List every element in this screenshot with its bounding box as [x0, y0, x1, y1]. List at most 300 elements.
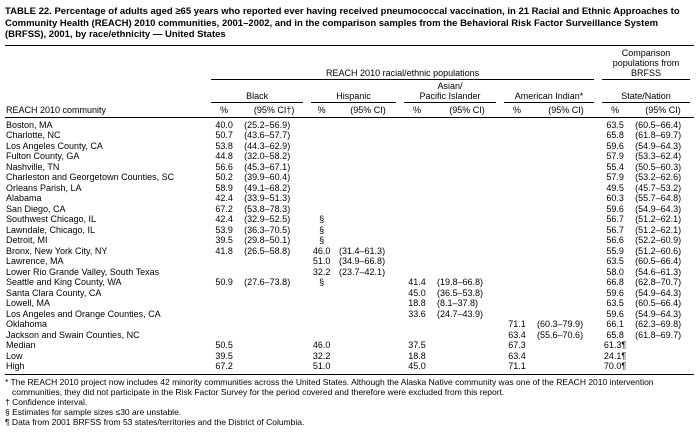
value-cell: 70.0¶	[598, 361, 632, 374]
value-cell: 66.8	[606, 277, 624, 287]
value-cell	[500, 214, 534, 225]
value-cell	[207, 319, 241, 330]
community-cell: Los Angeles County, CA	[6, 140, 103, 151]
value-cell	[534, 204, 598, 215]
value-cell	[434, 141, 500, 152]
table-row	[5, 172, 694, 183]
header-measure-row	[5, 103, 694, 118]
brfss-group-label: Comparison populations from BRFSS	[602, 47, 690, 80]
value-cell: (36.5–53.8)	[437, 287, 484, 298]
value-cell	[400, 130, 434, 141]
value-cell: §	[319, 235, 325, 245]
value-cell	[534, 193, 598, 204]
value-cell	[534, 130, 598, 141]
footnote: ¶ Data from 2001 BRFSS from 53 states/territories and the District of Columbia.	[5, 416, 305, 427]
value-cell: (60.5–66.4)	[635, 298, 682, 308]
value-cell: 56.6	[215, 161, 233, 172]
value-cell: 33.6	[408, 308, 426, 319]
community-cell: Alabama	[6, 193, 42, 203]
table-row	[5, 351, 694, 362]
value-cell: §	[319, 224, 325, 235]
value-cell: (24.7–43.9)	[437, 308, 484, 319]
value-cell	[207, 330, 241, 341]
value-cell	[500, 288, 534, 299]
footnotes	[5, 377, 694, 427]
value-cell	[500, 256, 534, 267]
value-cell	[434, 319, 500, 330]
value-cell: (53.2–62.6)	[635, 172, 682, 182]
value-cell: 51.0	[312, 256, 331, 266]
value-cell: 57.9	[606, 151, 624, 161]
value-cell: (34.9–66.8)	[339, 256, 386, 266]
value-cell	[307, 330, 336, 341]
value-cell	[400, 151, 434, 162]
value-cell	[336, 277, 400, 288]
value-cell	[534, 277, 598, 288]
asian-pacific-islander-label: Asian/ Pacific Islander	[404, 81, 496, 103]
value-cell	[434, 117, 500, 130]
community-cell: Bronx, New York City, NY	[6, 245, 108, 256]
table-row	[5, 309, 694, 320]
value-cell: 51.0	[307, 361, 336, 374]
value-cell: (45.3–67.1)	[244, 161, 291, 172]
value-cell: (33.9–51.3)	[244, 193, 291, 203]
table-row	[5, 141, 694, 152]
header-black	[207, 80, 307, 103]
value-cell: 42.4	[215, 214, 233, 224]
value-cell	[307, 130, 336, 141]
value-cell: 18.8	[408, 298, 426, 308]
table-row	[5, 246, 694, 257]
value-cell	[336, 204, 400, 215]
value-cell	[336, 330, 400, 341]
value-cell	[307, 172, 336, 183]
value-cell: 63.5	[606, 119, 624, 130]
value-cell: (61.8–69.7)	[635, 130, 682, 140]
value-cell	[534, 235, 598, 246]
value-cell	[534, 309, 598, 320]
value-cell: 50.9	[215, 277, 233, 287]
table-row	[5, 117, 694, 130]
value-cell: (62.3–69.8)	[635, 319, 682, 329]
value-cell: 37.5	[408, 340, 426, 350]
value-cell	[241, 267, 307, 278]
value-cell	[534, 298, 598, 309]
value-cell: 71.1	[500, 361, 534, 374]
value-cell	[534, 214, 598, 225]
value-cell: 18.8	[408, 350, 426, 361]
value-cell: (51.2–62.1)	[635, 224, 682, 235]
community-cell: Lowell, MA	[6, 298, 51, 308]
value-cell: (32.0–58.2)	[244, 151, 291, 161]
value-cell: 53.8	[215, 140, 233, 151]
value-cell: 60.3	[606, 193, 624, 203]
value-cell	[307, 298, 336, 309]
value-cell	[336, 235, 400, 246]
value-cell: 42.4	[215, 193, 233, 203]
value-cell	[500, 193, 534, 204]
value-cell	[500, 151, 534, 162]
value-cell: 67.2	[207, 361, 241, 374]
value-cell: (60.5–66.4)	[635, 119, 682, 130]
value-cell: 55.9	[606, 245, 624, 256]
value-cell: 56.7	[606, 224, 624, 235]
value-cell	[434, 183, 500, 194]
value-cell	[307, 117, 336, 130]
value-cell: (55.7–64.8)	[635, 193, 682, 203]
value-cell	[400, 330, 434, 341]
value-cell	[400, 319, 434, 330]
value-cell	[400, 117, 434, 130]
header-spacer	[5, 80, 207, 103]
value-cell: 39.5	[215, 350, 233, 361]
value-cell	[400, 246, 434, 257]
table-row	[5, 214, 694, 225]
pct-header: %	[207, 103, 241, 118]
community-cell: Santa Clara County, CA	[6, 287, 102, 298]
table-row	[5, 361, 694, 374]
value-cell	[241, 361, 307, 374]
value-cell: (53.8–78.3)	[244, 203, 291, 214]
value-cell	[534, 246, 598, 257]
value-cell	[434, 340, 500, 351]
value-cell: (25.2–56.9)	[244, 119, 291, 130]
value-cell	[434, 246, 500, 257]
value-cell: 32.2	[312, 350, 331, 361]
value-cell	[241, 319, 307, 330]
data-table	[5, 45, 694, 375]
value-cell: (60.5–66.4)	[635, 256, 682, 266]
value-cell	[534, 267, 598, 278]
value-cell	[400, 172, 434, 183]
value-cell	[307, 204, 336, 215]
value-cell	[534, 183, 598, 194]
value-cell	[500, 309, 534, 320]
table-row	[5, 204, 694, 215]
value-cell: (31.4–61.3)	[339, 245, 386, 256]
ci-header: (95% CI)	[534, 103, 598, 118]
reach-group-label: REACH 2010 racial/ethnic populations	[211, 68, 594, 80]
community-cell: Low	[6, 350, 23, 361]
value-cell: 61.3¶	[603, 340, 627, 350]
table-row	[5, 298, 694, 309]
black-label: Black	[211, 91, 303, 103]
table-row	[5, 183, 694, 194]
value-cell	[534, 151, 598, 162]
value-cell: 46.0	[312, 245, 331, 256]
ci-header: (95% CI†)	[241, 103, 307, 118]
community-cell: Charlotte, NC	[6, 130, 61, 140]
value-cell	[434, 214, 500, 225]
value-cell	[400, 225, 434, 236]
value-cell	[500, 204, 534, 215]
value-cell	[500, 130, 534, 141]
value-cell: 24.1¶	[603, 350, 627, 361]
community-cell: High	[5, 361, 207, 374]
value-cell: (55.6–70.6)	[537, 329, 584, 340]
ci-header: (95% CI)	[632, 103, 694, 118]
value-cell	[534, 225, 598, 236]
value-cell	[434, 130, 500, 141]
state-nation-label: State/Nation	[602, 91, 690, 103]
value-cell	[307, 141, 336, 152]
value-cell: (43.6–57.7)	[244, 130, 291, 140]
value-cell	[400, 183, 434, 194]
table-body	[5, 117, 694, 374]
value-cell	[400, 214, 434, 225]
value-cell	[336, 193, 400, 204]
value-cell	[500, 267, 534, 278]
value-cell	[400, 141, 434, 152]
value-cell	[534, 288, 598, 299]
table-row	[5, 193, 694, 204]
value-cell: 49.5	[606, 182, 624, 193]
community-cell: Fulton County, GA	[6, 151, 80, 161]
value-cell	[336, 162, 400, 173]
value-cell	[434, 235, 500, 246]
value-cell: (54.9–64.3)	[635, 203, 682, 214]
value-cell	[534, 117, 598, 130]
value-cell: 50.7	[215, 130, 233, 140]
pct-header: %	[400, 103, 434, 118]
value-cell	[400, 162, 434, 173]
value-cell	[434, 162, 500, 173]
value-cell	[336, 298, 400, 309]
value-cell	[534, 172, 598, 183]
value-cell	[241, 298, 307, 309]
table-row	[5, 130, 694, 141]
value-cell: 58.0	[606, 266, 624, 277]
value-cell	[500, 117, 534, 130]
value-cell	[336, 225, 400, 236]
value-cell: (50.5–60.3)	[635, 161, 682, 172]
value-cell: 67.3	[508, 340, 526, 350]
value-cell: 55.4	[606, 161, 624, 172]
value-cell	[336, 340, 400, 351]
value-cell	[434, 204, 500, 215]
value-cell: 59.6	[606, 203, 624, 214]
value-cell	[307, 183, 336, 194]
value-cell	[336, 117, 400, 130]
value-cell	[307, 151, 336, 162]
value-cell: 65.8	[606, 130, 624, 140]
value-cell	[207, 288, 241, 299]
community-cell: Boston, MA	[6, 119, 53, 130]
header-group-row	[5, 45, 694, 80]
value-cell	[207, 256, 241, 267]
value-cell: (32.9–52.5)	[244, 214, 291, 224]
value-cell: (8.1–37.8)	[437, 298, 479, 308]
value-cell	[307, 162, 336, 173]
value-cell: (29.8–50.1)	[244, 235, 291, 245]
value-cell	[336, 319, 400, 330]
value-cell	[500, 246, 534, 257]
value-cell	[534, 256, 598, 267]
value-cell: 50.2	[215, 172, 233, 182]
value-cell	[500, 183, 534, 194]
community-cell: Nashville, TN	[6, 161, 60, 172]
value-cell: (54.9–64.3)	[635, 140, 682, 151]
footnote: § Estimates for sample sizes ≤30 are unstable.	[5, 406, 182, 417]
value-cell: (26.5–58.8)	[244, 245, 291, 256]
value-cell: 63.4	[508, 350, 526, 361]
table-row	[5, 340, 694, 351]
value-cell: 63.5	[606, 256, 624, 266]
value-cell	[241, 330, 307, 341]
table-row	[5, 277, 694, 288]
value-cell: 59.6	[606, 308, 624, 319]
value-cell	[534, 141, 598, 152]
value-cell	[336, 288, 400, 299]
value-cell: (49.1–68.2)	[244, 182, 291, 193]
value-cell: §	[319, 214, 325, 224]
value-cell	[336, 351, 400, 362]
value-cell	[632, 361, 694, 374]
value-cell	[241, 309, 307, 320]
community-cell: Orleans Parish, LA	[6, 182, 82, 193]
value-cell: (60.3–79.9)	[537, 319, 584, 329]
value-cell: 39.5	[215, 235, 233, 245]
community-cell: Detroit, MI	[6, 235, 48, 245]
footnote: * The REACH 2010 project now includes 42 minority communities across the United States. Although the Alaska Native community was one of the REACH 2010 intervention communities, they did not participate in the Risk Factor Survey for the period covered and therefore were excluded from this report.	[5, 376, 654, 397]
community-cell: Lawndale, Chicago, IL	[6, 224, 96, 235]
value-cell	[434, 172, 500, 183]
value-cell	[336, 309, 400, 320]
value-cell: §	[319, 277, 325, 287]
value-cell	[241, 351, 307, 362]
community-cell: Lower Rio Grande Valley, South Texas	[6, 266, 160, 277]
header-hispanic	[307, 80, 400, 103]
table-row	[5, 151, 694, 162]
value-cell	[241, 256, 307, 267]
value-cell	[534, 351, 598, 362]
value-cell	[336, 183, 400, 194]
table-row	[5, 235, 694, 246]
ci-header: (95% CI)	[336, 103, 400, 118]
table-row	[5, 225, 694, 236]
header-race-row	[5, 80, 694, 103]
value-cell	[500, 277, 534, 288]
value-cell	[500, 172, 534, 183]
value-cell	[207, 309, 241, 320]
value-cell	[500, 235, 534, 246]
value-cell	[400, 235, 434, 246]
table-row	[5, 288, 694, 299]
header-asian-pacific-islander	[400, 80, 500, 103]
value-cell: (44.3–62.9)	[244, 140, 291, 151]
value-cell	[241, 340, 307, 351]
community-column-header: REACH 2010 community	[5, 103, 207, 118]
value-cell: (51.2–62.1)	[635, 214, 682, 224]
footnote: † Confidence interval.	[5, 396, 88, 407]
value-cell: 40.0	[215, 119, 233, 130]
value-cell	[500, 225, 534, 236]
value-cell: 63.5	[606, 298, 624, 308]
value-cell: (52.2–60.9)	[635, 235, 682, 245]
header-reach-group	[207, 45, 598, 80]
value-cell	[632, 351, 694, 362]
value-cell: 58.9	[215, 182, 233, 193]
pct-header: %	[307, 103, 336, 118]
table-header	[5, 45, 694, 117]
page	[5, 6, 694, 427]
value-cell	[534, 340, 598, 351]
value-cell	[434, 193, 500, 204]
value-cell: (51.2–60.6)	[635, 245, 682, 256]
table-row	[5, 256, 694, 267]
value-cell: 63.4	[508, 329, 526, 340]
value-cell	[336, 214, 400, 225]
value-cell	[500, 162, 534, 173]
community-cell: Lawrence, MA	[6, 256, 64, 266]
value-cell: 59.6	[606, 287, 624, 298]
value-cell	[400, 193, 434, 204]
value-cell: 45.0	[408, 287, 426, 298]
value-cell	[336, 130, 400, 141]
value-cell: 53.9	[215, 224, 233, 235]
value-cell: (54.6–61.3)	[635, 266, 682, 277]
table-title: TABLE 22. Percentage of adults aged ≥65 years who reported ever having received pneumococcal vaccination, in 21 Racial and Ethnic Approaches to Community Health (REACH) 2010 communities, 2001–2002, and in the comparison samples from the Behavioral Risk Factor Surveillance System (BRFSS), 2001, by race/ethnicity — United States	[5, 6, 680, 40]
community-cell: Oklahoma	[6, 319, 48, 329]
value-cell	[336, 151, 400, 162]
value-cell: 71.1	[508, 319, 526, 329]
value-cell: (36.3–70.5)	[244, 224, 291, 235]
community-cell: Charleston and Georgetown Counties, SC	[6, 172, 175, 182]
pct-header: %	[598, 103, 632, 118]
value-cell	[336, 361, 400, 374]
value-cell: 46.0	[312, 340, 331, 350]
value-cell	[307, 193, 336, 204]
ci-header: (95% CI)	[434, 103, 500, 118]
value-cell: (19.8–66.8)	[437, 277, 484, 287]
table-row	[5, 267, 694, 278]
community-cell: Los Angeles and Orange Counties, CA	[6, 308, 161, 319]
value-cell	[434, 225, 500, 236]
value-cell	[534, 361, 598, 374]
value-cell: 57.9	[606, 172, 624, 182]
value-cell: 56.7	[606, 214, 624, 224]
value-cell	[400, 204, 434, 215]
value-cell: 59.6	[606, 140, 624, 151]
american-indian-label: American Indian*	[504, 91, 594, 103]
value-cell: (62.8–70.7)	[635, 277, 682, 287]
table-row	[5, 330, 694, 341]
value-cell	[434, 361, 500, 374]
value-cell: (54.9–64.3)	[635, 287, 682, 298]
value-cell: (61.8–69.7)	[635, 329, 682, 340]
value-cell	[400, 267, 434, 278]
value-cell	[632, 340, 694, 351]
table-row	[5, 162, 694, 173]
header-spacer	[5, 45, 207, 80]
value-cell	[307, 288, 336, 299]
value-cell: 32.2	[312, 266, 331, 277]
value-cell	[336, 141, 400, 152]
value-cell: 45.0	[400, 361, 434, 374]
table-row	[5, 319, 694, 330]
hispanic-label: Hispanic	[311, 91, 396, 103]
header-american-indian	[500, 80, 598, 103]
community-cell: San Diego, CA	[6, 203, 66, 214]
community-cell: Median	[6, 340, 36, 350]
value-cell: 44.8	[215, 151, 233, 161]
value-cell	[307, 319, 336, 330]
value-cell	[336, 172, 400, 183]
value-cell: (53.3–62.4)	[635, 151, 682, 161]
value-cell	[500, 141, 534, 152]
value-cell: (39.9–60.4)	[244, 172, 291, 182]
value-cell	[534, 162, 598, 173]
